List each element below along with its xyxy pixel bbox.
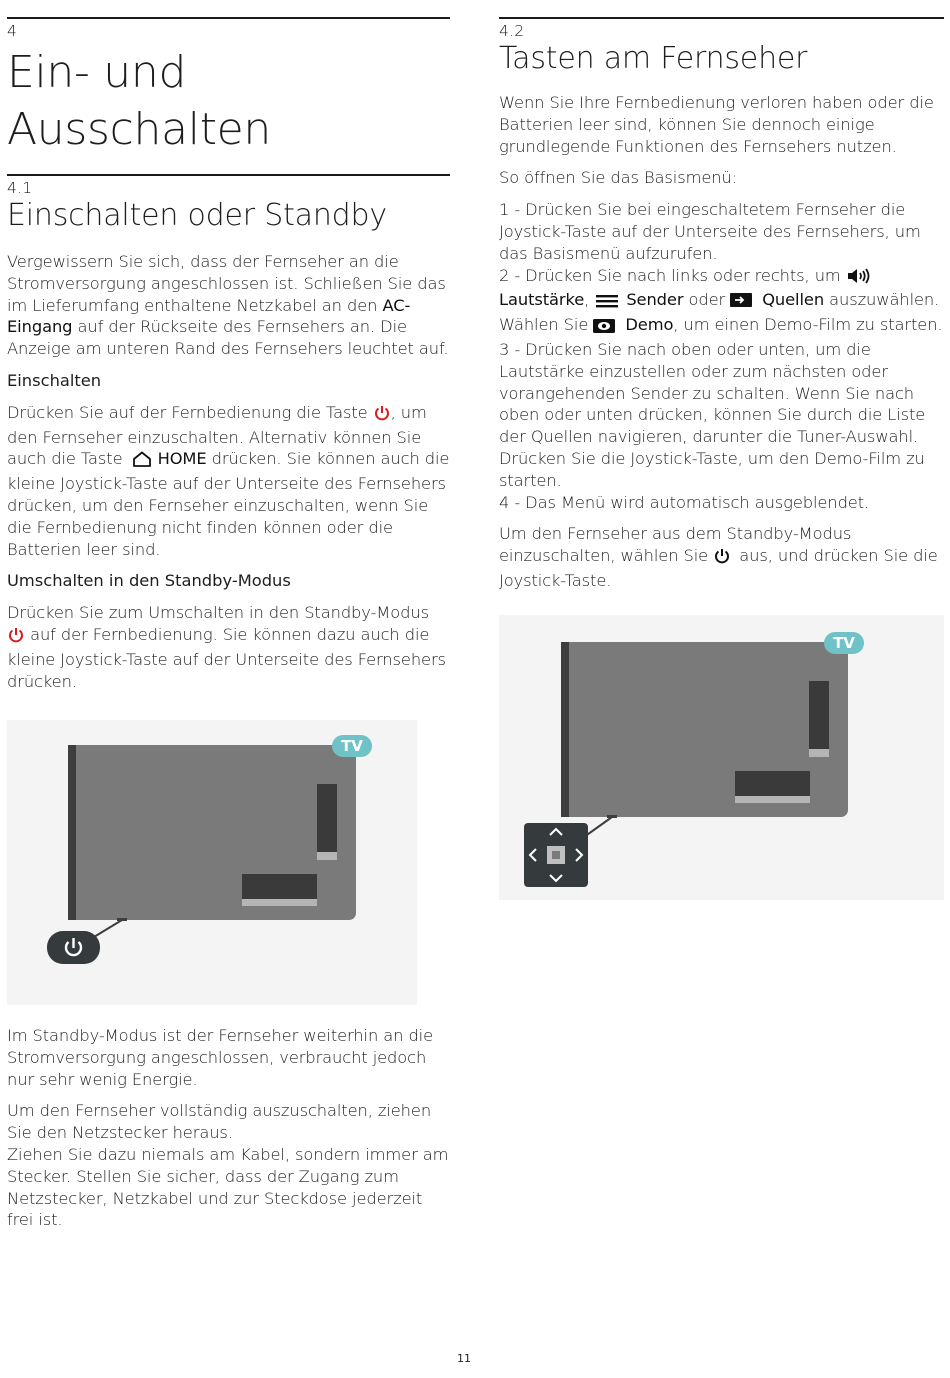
- section-title-right: Tasten am Fernseher: [499, 41, 808, 76]
- tv-joystick-illustration: [499, 615, 944, 900]
- subheading-standby: Umschalten in den Standby-Modus: [7, 571, 291, 591]
- power-icon: [373, 405, 391, 427]
- right-column: [499, 0, 944, 602]
- chapter-title: [7, 44, 450, 158]
- step-4: 4 - Das Menü wird automatisch ausgeblendet.: [499, 492, 870, 512]
- home-icon: [132, 451, 152, 473]
- standby-info-paragraph: Im Standby-Modus ist der Fernseher weiterhin an die Stromversorgung angeschlossen, verbraucht jedoch nur sehr wenig Energie.: [7, 1026, 434, 1089]
- tv-power-illustration: [7, 720, 417, 1005]
- chapter-number: 4: [7, 22, 18, 40]
- tv-keys-intro: Wenn Sie Ihre Fernbedienung verloren haben oder die Batterien leer sind, können Sie dennoch einige grundlegende Funktionen des Fernsehers nutzen.: [499, 93, 934, 156]
- left-column: [7, 0, 450, 702]
- channel-list-icon: [596, 292, 618, 314]
- unplug-paragraph: Um den Fernseher vollständig auszuschalten, ziehen Sie den Netzstecker heraus. Ziehen Sie dazu niemals am Kabel, sondern immer am Stecker. Stellen Sie sicher, dass der Zugang zum Netzstecker, Netzkabel und zur Steckdose jederzeit frei ist.: [7, 1101, 449, 1230]
- step-3: 3 - Drücken Sie nach oben oder unten, um die Lautstärke einzustellen oder zum nächsten oder vorangehenden Sender zu schalten. Wenn Sie nach oben oder unten drücken, können Sie durch die Liste der Quellen navigieren, darunter die Tuner-Auswahl. Drücken Sie die Joystick-Taste, um den Demo-Film zu starten.: [499, 339, 926, 490]
- home-label: HOME: [157, 449, 207, 469]
- subheading-einschalten: Einschalten: [7, 370, 102, 390]
- demo-icon: [593, 317, 615, 339]
- chapter-title-line1: Ein- und: [7, 47, 187, 98]
- section-rule-right: [499, 17, 944, 19]
- intro-paragraph: Vergewissern Sie sich, dass der Fernseher an die Stromversorgung angeschlossen ist. Schließen Sie das im Lieferumfang enthaltene Netzkabel an den AC-Eingang auf der Rückseite des Fernsehers an. Die Anzeige am unteren Rand des Fernsehers leuchtet auf.: [7, 252, 449, 359]
- sources-label: Quellen: [762, 290, 825, 310]
- section-title: Einschalten oder Standby: [7, 198, 387, 233]
- left-bottom-text: [7, 1025, 450, 1241]
- section-rule: [7, 174, 450, 176]
- wake-from-standby-paragraph: Um den Fernseher aus dem Standby-Modus einzuschalten, wählen Sie aus, und drücken Sie die Joystick-Taste.: [499, 524, 938, 590]
- demo-label: Demo: [625, 315, 674, 335]
- tv-badge: TV: [824, 632, 864, 654]
- step-2: 2 - Drücken Sie nach links oder rechts, um Lautstärke, Sender oder Quellen auszuwählen. Wählen Sie Demo, um einen Demo-Film zu starten.: [499, 265, 944, 339]
- channel-label: Sender: [626, 290, 684, 310]
- volume-icon: [846, 268, 872, 290]
- chapter-title-line2: Ausschalten: [7, 104, 272, 155]
- section-number: 4.1: [7, 179, 33, 197]
- tv-badge: TV: [332, 735, 372, 757]
- page-number: 11: [457, 1352, 471, 1365]
- standby-paragraph: Drücken Sie zum Umschalten in den Standby-Modus auf der Fernbedienung. Sie können dazu auch die kleine Joystick-Taste auf der Unterseite des Fernsehers drücken.: [7, 603, 446, 691]
- power-icon: [713, 548, 731, 570]
- volume-label: Lautstärke: [499, 290, 585, 310]
- section-number-right: 4.2: [499, 22, 525, 40]
- einschalten-paragraph: Drücken Sie auf der Fernbedienung die Taste , um den Fernseher einzuschalten. Alternativ können Sie auch die Taste HOME drücken. Sie können auch die kleine Joystick-Taste auf der Unterseite des Fernsehers drücken, um den Fernseher einzuschalten, wenn Sie die Fernbedienung nicht finden können oder die Batterien leer sind.: [7, 402, 450, 559]
- step-1: 1 - Drücken Sie bei eingeschaltetem Fernseher die Joystick-Taste auf der Unterseite des Fernsehers, um das Basismenü aufzurufen.: [499, 200, 921, 263]
- open-menu-label: So öffnen Sie das Basismenü:: [499, 168, 738, 188]
- chapter-rule: [7, 17, 450, 19]
- sources-icon: [730, 292, 752, 314]
- power-icon: [7, 627, 25, 649]
- ac-input-label: AC-Eingang: [7, 295, 411, 337]
